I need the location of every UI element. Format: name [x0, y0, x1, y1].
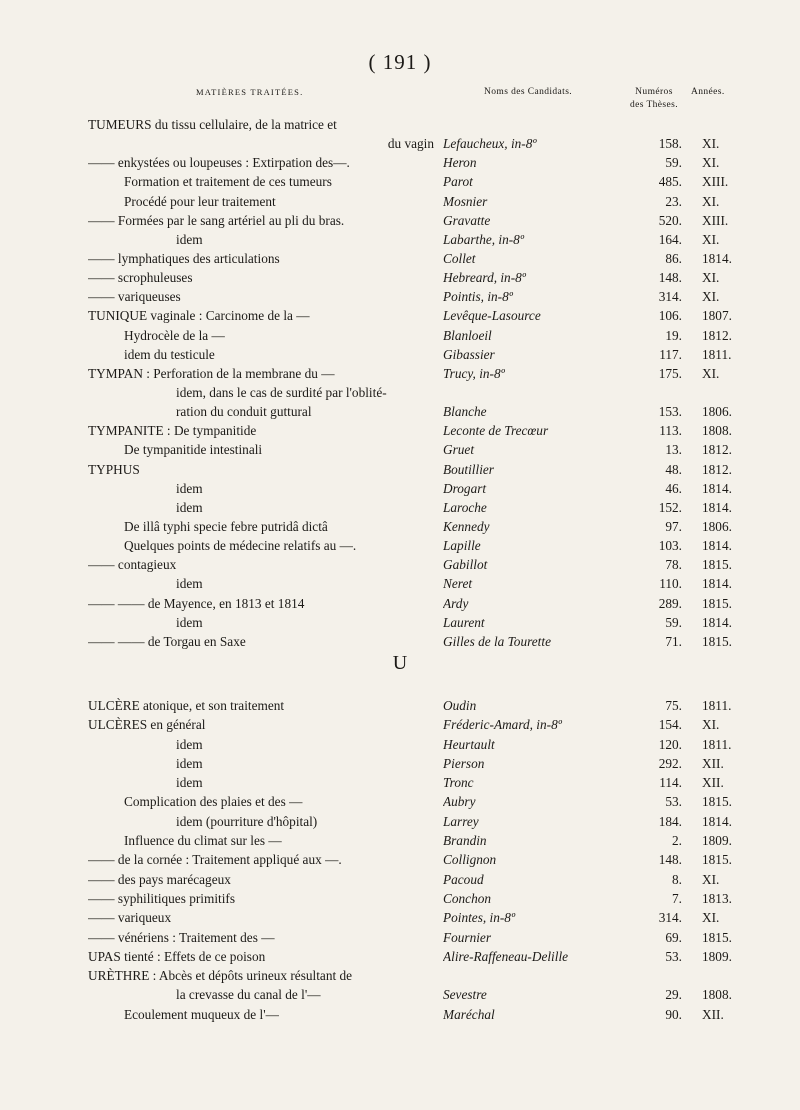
entry-thesis-number: 314. — [658, 289, 682, 305]
entry-year: XI. — [702, 289, 720, 305]
entry-thesis-number: 289. — [658, 595, 682, 611]
entry-row — [0, 172, 800, 191]
entry-row — [0, 211, 800, 230]
entry-candidate: Ardy — [443, 595, 469, 611]
entry-subject: idem — [176, 231, 203, 247]
entry-candidate: Leconte de Trecœur — [443, 423, 549, 439]
entry-thesis-number: 69. — [665, 929, 682, 945]
entry-subject: —— —— de Torgau en Saxe — [88, 633, 246, 649]
entry-candidate: Neret — [443, 576, 473, 592]
entry-year: 1811. — [702, 736, 732, 752]
entry-row — [0, 115, 800, 134]
entry-year: 1814. — [702, 614, 732, 630]
entry-thesis-number: 114. — [659, 775, 682, 791]
entry-year: 1812. — [702, 442, 732, 458]
entry-year: 1808. — [702, 423, 732, 439]
entry-year: XII. — [702, 775, 724, 791]
entry-row — [0, 230, 800, 249]
entry-year: 1809. — [702, 833, 732, 849]
entry-subject: idem — [176, 755, 203, 771]
entry-candidate: Trucy, in-8º — [443, 365, 505, 381]
entry-thesis-number: 23. — [665, 193, 682, 209]
entry-row — [0, 792, 800, 811]
entry-year: 1807. — [702, 308, 732, 324]
entry-thesis-number: 148. — [658, 270, 682, 286]
entry-thesis-number: 120. — [658, 736, 682, 752]
header-candidats: Noms des Candidats. — [484, 87, 573, 97]
entry-subject: Formation et traitement de ces tumeurs — [124, 174, 332, 190]
entry-thesis-number: 520. — [658, 212, 682, 228]
entry-year: 1815. — [702, 929, 732, 945]
entry-subject: —— scrophuleuses — [88, 270, 193, 286]
entry-year: XI. — [702, 871, 720, 887]
entry-candidate: Parot — [443, 174, 473, 190]
entry-row — [0, 479, 800, 498]
entry-year: XIII. — [702, 212, 729, 228]
entry-year: 1815. — [702, 633, 732, 649]
entry-candidate: Laroche — [443, 499, 487, 515]
entry-subject: idem — [176, 775, 203, 791]
entry-year: 1815. — [702, 852, 732, 868]
entry-row — [0, 383, 800, 402]
entry-row — [0, 153, 800, 172]
entry-row — [0, 966, 800, 985]
entry-row — [0, 870, 800, 889]
entry-subject: idem, dans le cas de surdité par l'oblité- — [176, 384, 387, 400]
entry-thesis-number: 164. — [658, 231, 682, 247]
entry-row — [0, 249, 800, 268]
entry-year: XI. — [702, 270, 720, 286]
entry-candidate: Boutillier — [443, 461, 494, 477]
entry-year: 1808. — [702, 987, 732, 1003]
entry-candidate: Fournier — [443, 929, 492, 945]
entry-row — [0, 773, 800, 792]
header-numeros-line1: Numéros — [635, 87, 673, 97]
entry-thesis-number: 59. — [665, 614, 682, 630]
header-numeros-line2: des Thèses. — [629, 100, 679, 110]
entry-row — [0, 268, 800, 287]
entry-candidate: Pointes, in-8º — [443, 910, 516, 926]
entry-thesis-number: 485. — [658, 174, 682, 190]
entry-subject: —— —— de Mayence, en 1813 et 1814 — [88, 595, 305, 611]
entry-candidate: Gruet — [443, 442, 475, 458]
entry-row — [0, 613, 800, 632]
entry-row — [0, 364, 800, 383]
entry-subject: idem — [176, 499, 203, 515]
entry-thesis-number: 113. — [659, 423, 682, 439]
entry-subject: —— de la cornée : Traitement appliqué aux —. — [88, 852, 342, 868]
entry-subject: Ecoulement muqueux de l'— — [124, 1006, 279, 1022]
entry-year: 1815. — [702, 557, 732, 573]
entry-candidate: Gabillot — [443, 557, 488, 573]
entry-candidate: Blanloeil — [443, 327, 492, 343]
entry-candidate: Alire-Raffeneau-Delille — [443, 948, 569, 964]
entry-year: 1811. — [702, 698, 732, 713]
entry-candidate: Pacoud — [443, 871, 484, 887]
header-annees: Années. — [691, 87, 725, 97]
entry-row — [0, 574, 800, 593]
entry-year: 1814. — [702, 250, 732, 266]
entry-thesis-number: 117. — [659, 346, 682, 362]
entry-row — [0, 754, 800, 773]
entry-thesis-number: 46. — [665, 480, 682, 496]
entry-year: XIII. — [702, 174, 729, 190]
entry-subject: —— contagieux — [88, 557, 177, 573]
header-numeros — [626, 86, 682, 112]
entry-subject: idem (pourriture d'hôpital) — [176, 813, 318, 829]
entry-thesis-number: 8. — [672, 871, 682, 887]
entry-year: 1806. — [702, 404, 732, 420]
entry-year: XI. — [702, 193, 720, 209]
entry-year: 1814. — [702, 480, 732, 496]
entry-subject: TUNIQUE vaginale : Carcinome de la — — [88, 308, 310, 324]
entry-subject: De tympanitide intestinali — [124, 442, 263, 458]
entry-row — [0, 498, 800, 517]
entry-row — [0, 555, 800, 574]
entry-thesis-number: 175. — [658, 365, 682, 381]
entry-row — [0, 696, 800, 715]
entry-candidate: Lapille — [443, 538, 481, 554]
entry-row — [0, 928, 800, 947]
entry-thesis-number: 106. — [658, 308, 682, 324]
entry-row — [0, 594, 800, 613]
entry-year: 1813. — [702, 890, 732, 906]
entry-row — [0, 192, 800, 211]
entry-row — [0, 440, 800, 459]
entry-candidate: Pierson — [443, 755, 485, 771]
entry-subject: —— syphilitiques primitifs — [88, 890, 236, 906]
entry-thesis-number: 29. — [665, 987, 682, 1003]
entry-year: 1815. — [702, 794, 732, 810]
entry-row — [0, 402, 800, 421]
entry-candidate: Maréchal — [443, 1006, 495, 1022]
entry-thesis-number: 48. — [665, 461, 682, 477]
entry-thesis-number: 75. — [665, 698, 682, 713]
entry-candidate: Lefaucheux, in-8º — [443, 136, 537, 152]
page-number: ( 191 ) — [368, 50, 432, 74]
entry-subject: idem du testicule — [124, 346, 215, 362]
entry-candidate: Collignon — [443, 852, 497, 868]
entry-candidate: Collet — [443, 250, 476, 266]
entry-subject: Hydrocèle de la — — [124, 327, 225, 343]
entry-thesis-number: 110. — [659, 576, 682, 592]
entry-subject: idem — [176, 576, 203, 592]
entry-candidate: Mosnier — [443, 193, 488, 209]
entry-candidate: Levêque-Lasource — [443, 308, 541, 324]
entry-row — [0, 735, 800, 754]
entry-thesis-number: 103. — [658, 538, 682, 554]
entry-thesis-number: 314. — [658, 910, 682, 926]
entry-year: XI. — [702, 717, 720, 733]
entry-row — [0, 908, 800, 927]
entry-thesis-number: 152. — [658, 499, 682, 515]
entry-subject: URÈTHRE : Abcès et dépôts urineux résultant de — [88, 968, 353, 984]
entry-row — [0, 517, 800, 536]
entry-subject: —— variqueux — [88, 910, 172, 926]
section-letter-u: U — [392, 652, 408, 674]
entry-subject: la crevasse du canal de l'— — [176, 987, 321, 1003]
entry-subject: —— enkystées ou loupeuses : Extirpation des—. — [88, 155, 350, 171]
entry-thesis-number: 90. — [665, 1006, 682, 1022]
entry-subject: Procédé pour leur traitement — [124, 193, 276, 209]
entry-row — [0, 715, 800, 734]
entry-year: XI. — [702, 155, 720, 171]
entry-row — [0, 812, 800, 831]
entry-year: XI. — [702, 136, 720, 152]
entry-row — [0, 421, 800, 440]
section-t-entries — [0, 115, 800, 651]
entry-row — [0, 985, 800, 1004]
entry-candidate: Larrey — [443, 813, 479, 829]
entry-thesis-number: 148. — [658, 852, 682, 868]
entry-row — [0, 326, 800, 345]
entry-subject: —— lymphatiques des articulations — [88, 250, 280, 266]
entry-year: 1812. — [702, 461, 732, 477]
entry-candidate: Gilles de la Tourette — [443, 633, 551, 649]
entry-candidate: Fréderic-Amard, in-8º — [443, 717, 562, 733]
entry-thesis-number: 53. — [665, 948, 682, 964]
entry-year: 1806. — [702, 518, 732, 534]
entry-candidate: Brandin — [443, 833, 487, 849]
entry-year: 1814. — [702, 499, 732, 515]
entry-subject: idem — [176, 736, 203, 752]
entry-row — [0, 345, 800, 364]
entry-subject: TUMEURS du tissu cellulaire, de la matrice et — [88, 117, 337, 132]
entry-subject: —— des pays marécageux — [88, 871, 231, 887]
entry-subject: Complication des plaies et des — — [124, 794, 303, 810]
entry-thesis-number: 19. — [665, 327, 682, 343]
entry-row — [0, 889, 800, 908]
entry-thesis-number: 78. — [665, 557, 682, 573]
entry-year: 1809. — [702, 948, 732, 964]
entry-candidate: Tronc — [443, 775, 474, 791]
entry-subject: De illâ typhi specie febre putridâ dictâ — [124, 518, 328, 534]
entry-year: XII. — [702, 755, 724, 771]
entry-row — [0, 134, 800, 153]
entry-year: XI. — [702, 910, 720, 926]
entry-row — [0, 460, 800, 479]
entry-thesis-number: 7. — [672, 890, 682, 906]
header-matieres: MATIÈRES TRAITÉES. — [196, 87, 304, 97]
entry-thesis-number: 154. — [658, 717, 682, 733]
entry-thesis-number: 153. — [658, 404, 682, 420]
entry-year: XI. — [702, 365, 720, 381]
entry-subject: Quelques points de médecine relatifs au —. — [124, 538, 357, 554]
entry-year: XII. — [702, 1006, 724, 1022]
entry-candidate: Laurent — [443, 614, 485, 630]
entry-thesis-number: 86. — [665, 250, 682, 266]
entry-subject: ULCÈRES en général — [88, 717, 206, 733]
entry-subject: —— vénériens : Traitement des — — [88, 929, 275, 945]
entry-year: 1814. — [702, 813, 732, 829]
entry-subject: idem — [176, 614, 203, 630]
entry-thesis-number: 292. — [658, 755, 682, 771]
entry-thesis-number: 2. — [672, 833, 682, 849]
entry-candidate: Heurtault — [443, 736, 495, 752]
section-u-entries — [0, 696, 800, 1024]
entry-subject: —— variqueuses — [88, 289, 181, 305]
entry-candidate: Blanche — [443, 404, 487, 420]
entry-candidate: Heron — [443, 155, 477, 171]
entry-thesis-number: 97. — [665, 518, 682, 534]
entry-row — [0, 287, 800, 306]
entry-row — [0, 947, 800, 966]
entry-candidate: Sevestre — [443, 987, 487, 1003]
entry-thesis-number: 53. — [665, 794, 682, 810]
entry-candidate: Pointis, in-8º — [443, 289, 513, 305]
entry-thesis-number: 59. — [665, 155, 682, 171]
entry-subject: idem — [176, 480, 203, 496]
entry-candidate: Oudin — [443, 698, 477, 713]
entry-year: 1811. — [702, 346, 732, 362]
entry-subject: TYMPAN : Perforation de la membrane du — — [88, 365, 335, 381]
entry-subject: Influence du climat sur les — — [124, 833, 282, 849]
entry-row — [0, 850, 800, 869]
entry-row — [0, 536, 800, 555]
entry-row — [0, 306, 800, 325]
entry-subject: —— Formées par le sang artériel au pli du bras. — [88, 212, 345, 228]
entry-candidate: Gibassier — [443, 346, 495, 362]
entry-subject: UPAS tienté : Effets de ce poison — [88, 948, 266, 964]
entry-candidate: Kennedy — [443, 518, 490, 534]
entry-year: 1812. — [702, 327, 732, 343]
entry-row — [0, 632, 800, 651]
entry-candidate: Labarthe, in-8º — [443, 231, 524, 247]
entry-subject: ULCÈRE atonique, et son traitement — [88, 698, 285, 713]
entry-candidate: Drogart — [443, 480, 487, 496]
entry-subject: du vagin — [387, 136, 434, 152]
entry-year: 1814. — [702, 538, 732, 554]
entry-subject: ration du conduit guttural — [176, 404, 312, 420]
entry-year: 1815. — [702, 595, 732, 611]
entry-thesis-number: 158. — [658, 136, 682, 152]
entry-candidate: Aubry — [443, 794, 476, 810]
entry-subject: TYMPANITE : De tympanitide — [88, 423, 257, 439]
entry-year: 1814. — [702, 576, 732, 592]
entry-candidate: Conchon — [443, 890, 492, 906]
entry-year: XI. — [702, 231, 720, 247]
entry-row — [0, 1005, 800, 1024]
entry-subject: TYPHUS — [88, 461, 140, 477]
entry-candidate: Gravatte — [443, 212, 491, 228]
entry-thesis-number: 13. — [665, 442, 682, 458]
entry-row — [0, 831, 800, 850]
entry-thesis-number: 71. — [665, 633, 682, 649]
entry-thesis-number: 184. — [658, 813, 682, 829]
entry-candidate: Hebreard, in-8º — [443, 270, 526, 286]
